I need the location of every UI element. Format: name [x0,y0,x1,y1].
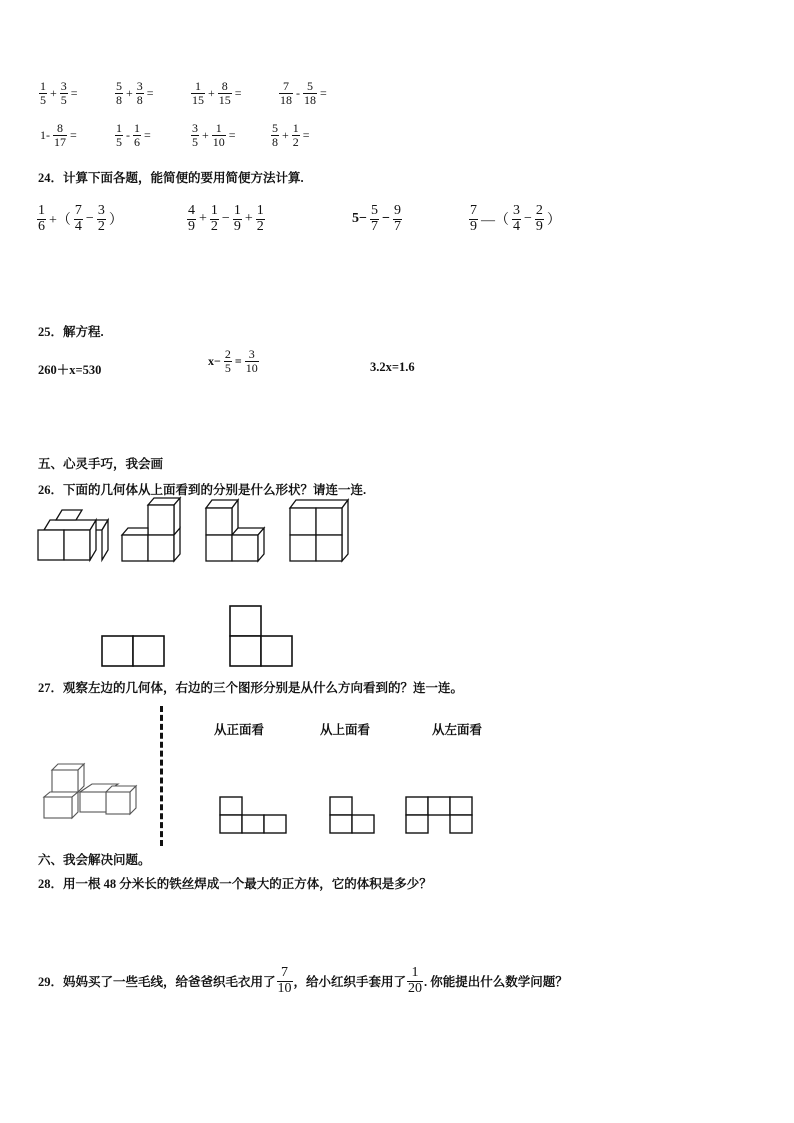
view-27-1 [220,797,286,833]
equation-25-2: x− $\frac{2}{5}$ = $\frac{3}{10}$ [208,347,258,375]
equation-25-3: 3.2x=1.6 [370,360,415,374]
section-6-heading: 六、我会解决问题。 [38,853,151,867]
expr-23-2-2: $\frac{1}{5}$ - $\frac{1}{6}$ = [116,121,151,149]
label-front-view: 从正面看 [214,723,265,737]
view-27-3 [406,797,472,833]
solid-27 [44,764,136,818]
question-24-title: 24．计算下面各题，能简便的要用简便方法计算. [38,171,304,185]
expr-24-3: 5− $\frac{5}{7}$ − $\frac{9}{7}$ [352,203,401,234]
expr-23-1-1: $\frac{1}{5}$ + $\frac{3}{5}$ = [40,79,78,107]
expr-23-2-4: $\frac{5}{8}$ + $\frac{1}{2}$ = [272,121,310,149]
question-25-title: 25．解方程. [38,325,104,339]
expr-23-1-4: $\frac{7}{18}$ - $\frac{5}{18}$ = [280,79,327,107]
question-29: 29．妈妈买了一些毛线，给爸爸织毛衣用了 $\frac{7}{10}$ ，给小红织手套用了 $\frac{1}{20}$ . 你能提出什么数学问题？ [38,965,568,996]
expr-24-1: $\frac{1}{6}$ +（ $\frac{7}{4}$ − $\frac{3}{2}$ ） [38,203,123,234]
section-5-heading: 五、心灵手巧，我会画 [38,457,164,471]
equation-25-1: 260＋x=530 [38,363,102,377]
expr-23-1-3: $\frac{1}{15}$ + $\frac{8}{15}$ = [192,79,242,107]
expr-24-4: $\frac{7}{9}$ —（ $\frac{3}{4}$ − $\frac{2}{9}$ ） [470,203,561,234]
question-26-title: 26．下面的几何体从上面看到的分别是什么形状？请连一连. [38,483,367,497]
expr-23-2-1: 1- $\frac{8}{17}$ = [40,121,77,149]
expr-23-2-3: $\frac{3}{5}$ + $\frac{1}{10}$ = [192,121,236,149]
question-27-title: 27．观察左边的几何体，右边的三个图形分别是从什么方向看到的？连一连。 [38,681,464,695]
expr-23-1-2: $\frac{5}{8}$ + $\frac{3}{8}$ = [116,79,154,107]
label-left-view: 从左面看 [432,723,483,737]
view-27-2 [330,797,374,833]
question-28-title: 28．用一根 48 分米长的铁丝焊成一个最大的正方体，它的体积是多少？ [38,877,432,891]
expr-24-2: $\frac{4}{9}$ + $\frac{1}{2}$ − $\frac{1}{9}$ + $\frac{1}{2}$ [188,203,264,234]
label-top-view: 从上面看 [320,723,371,737]
